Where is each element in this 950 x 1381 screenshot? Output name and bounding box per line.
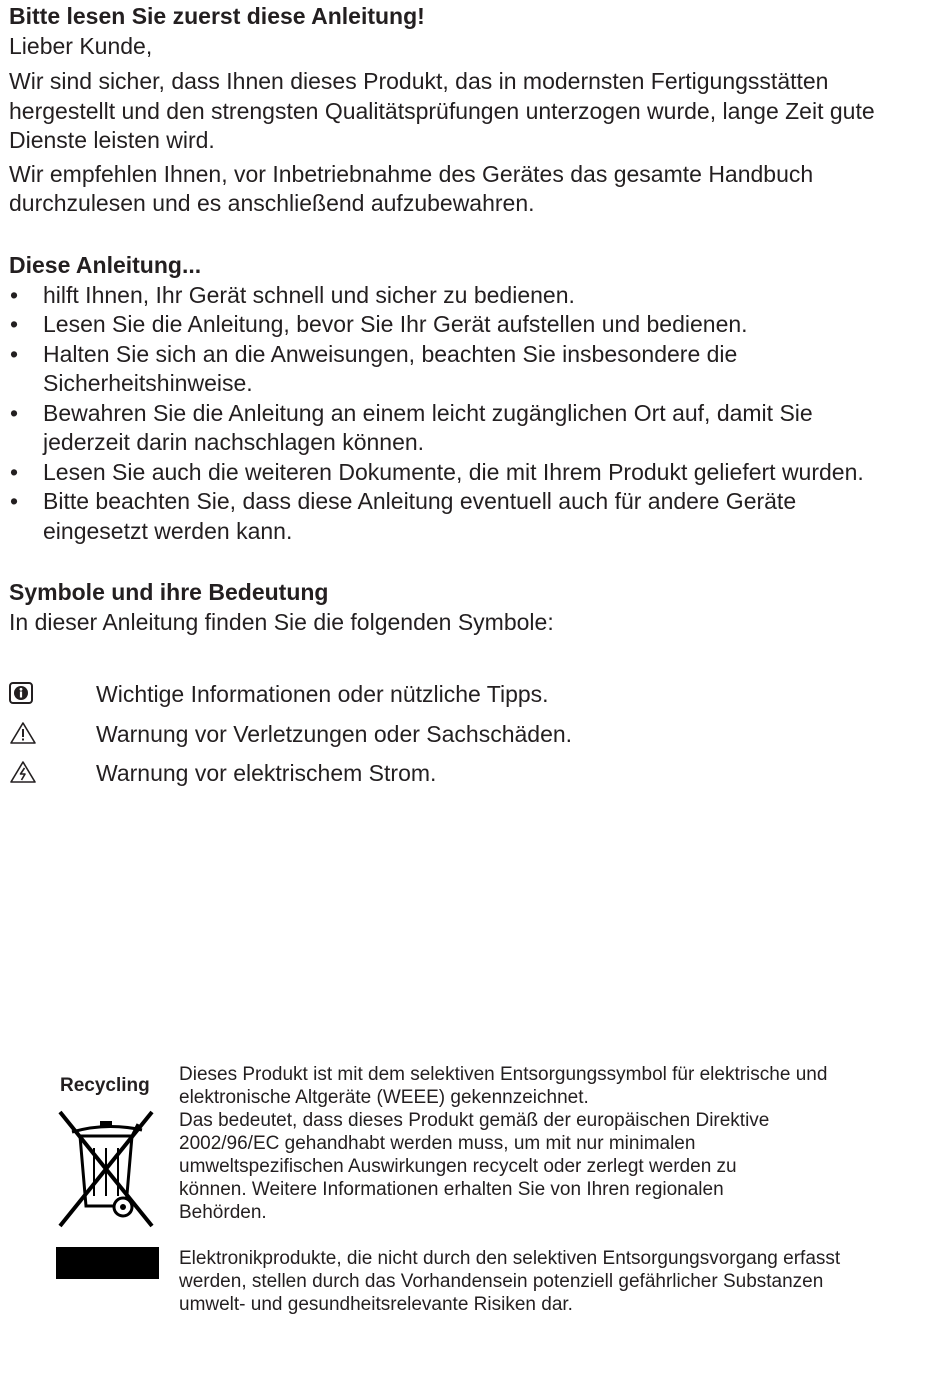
electric-warning-icon xyxy=(9,760,37,786)
intro-heading: Bitte lesen Sie zuerst diese Anleitung! xyxy=(9,3,425,29)
anleitung-section xyxy=(9,251,909,546)
symbol-row-warning xyxy=(9,719,909,749)
symbole-intro: In dieser Anleitung finden Sie die folgenden Symbole: xyxy=(9,608,554,635)
list-item-text: Lesen Sie die Anleitung, bevor Sie Ihr Gerät aufstellen und bedienen. xyxy=(43,311,748,337)
list-item xyxy=(9,399,909,458)
warning-icon xyxy=(9,721,37,747)
list-item-text: Halten Sie sich an die Anweisungen, beachten Sie insbesondere die Sicherheitshinweise. xyxy=(43,340,738,396)
greeting: Lieber Kunde, xyxy=(9,32,153,59)
bullet-icon: • xyxy=(10,488,19,514)
list-item xyxy=(9,310,909,340)
intro-paragraph-2: Wir empfehlen Ihnen, vor Inbetriebnahme des Gerätes das gesamte Handbuch durchzulesen und es anschließend aufzubewahren. xyxy=(9,160,814,216)
list-item xyxy=(9,340,909,399)
list-item xyxy=(9,487,909,546)
info-icon xyxy=(9,681,37,707)
crossed-out-wheelie-bin-icon xyxy=(56,1108,156,1237)
bullet-icon: • xyxy=(10,340,19,367)
symbole-heading: Symbole und ihre Bedeutung xyxy=(9,579,329,605)
recycling-label: Recycling xyxy=(60,1075,150,1096)
anleitung-heading: Diese Anleitung... xyxy=(9,252,202,278)
anleitung-list xyxy=(9,281,909,547)
bullet-icon: • xyxy=(10,399,19,426)
list-item-text: Bitte beachten Sie, dass diese Anleitung eventuell auch für andere Geräte eingesetzt werden kann. xyxy=(43,488,797,544)
symbol-row-electric xyxy=(9,758,909,788)
recycling-text xyxy=(179,1063,859,1316)
list-item-text: Bewahren Sie die Anleitung an einem leicht zugänglichen Ort auf, damit Sie jederzeit darin nachschlagen können. xyxy=(43,399,813,455)
bullet-icon: • xyxy=(10,458,19,485)
recycling-paragraph-1a: Dieses Produkt ist mit dem selektiven Entsorgungssymbol für elektrische und elektronische Altgeräte (WEEE) gekennzeichnet. xyxy=(179,1064,828,1108)
symbol-text: Wichtige Informationen oder nützliche Tipps. xyxy=(96,681,549,707)
recycling-paragraph-2: Elektronikprodukte, die nicht durch den selektiven Entsorgungsvorgang erfasst werden, stellen durch das Vorhandensein potenziell gefährlicher Substanzen umwelt- und gesundheitsrelevante Risiken dar. xyxy=(179,1248,841,1315)
bullet-icon: • xyxy=(10,311,19,337)
symbol-text: Warnung vor elektrischem Strom. xyxy=(96,760,437,786)
weee-black-bar xyxy=(56,1247,159,1279)
symbole-section xyxy=(9,578,909,637)
list-item xyxy=(9,458,909,488)
intro-paragraph-1: Wir sind sicher, dass Ihnen dieses Produkt, das in modernsten Fertigungsstätten hergestellt und den strengsten Qualitätsprüfungen unterzogen wurde, lange Zeit gute Dienste leisten wird. xyxy=(9,68,875,153)
bullet-icon: • xyxy=(10,281,19,308)
intro-section xyxy=(9,2,909,219)
list-item-text: hilft Ihnen, Ihr Gerät schnell und sicher zu bedienen. xyxy=(43,281,575,308)
list-item xyxy=(9,281,909,311)
list-item-text: Lesen Sie auch die weiteren Dokumente, die mit Ihrem Produkt geliefert wurden. xyxy=(43,458,864,485)
symbol-text: Warnung vor Verletzungen oder Sachschäden. xyxy=(96,721,573,747)
symbol-row-info xyxy=(9,679,909,709)
recycling-paragraph-1b: Das bedeutet, dass dieses Produkt gemäß der europäischen Direktive 2002/96/EC gehandhabt werden muss, um mit nur minimalen umweltspezifischen Auswirkungen recycelt oder zerlegt werden zu können. Weitere Informationen erhalten Sie von Ihren regionalen Behörden. xyxy=(179,1110,770,1223)
